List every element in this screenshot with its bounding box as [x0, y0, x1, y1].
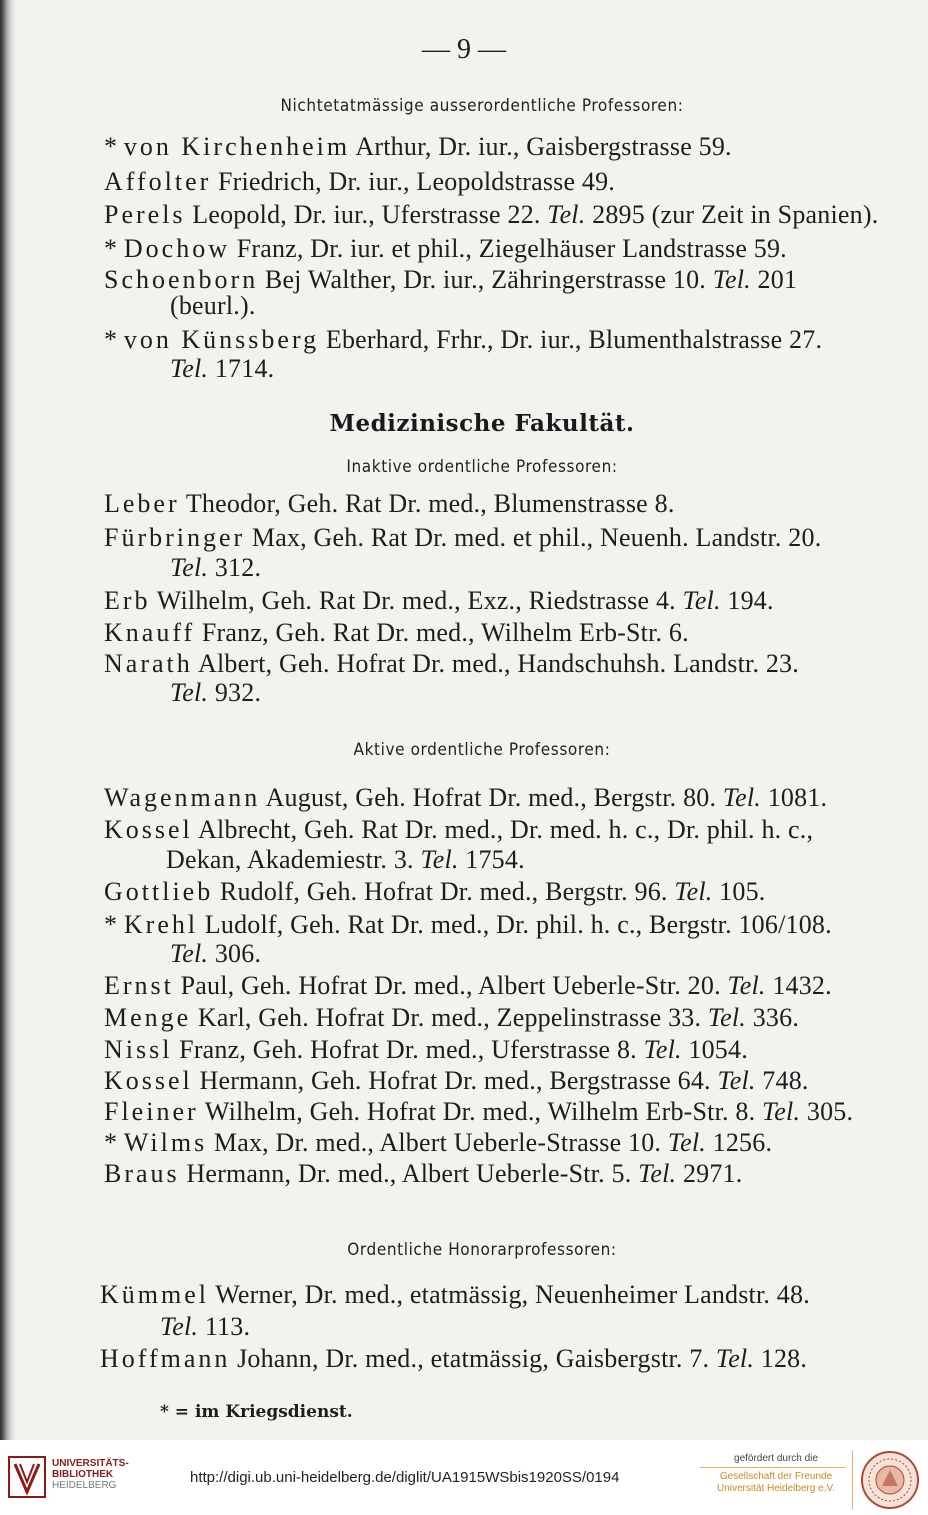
entry-continuation: Tel. 312.	[170, 553, 262, 582]
entry-continuation: Tel. 306.	[170, 939, 262, 968]
entry-line: Nissl Franz, Geh. Hofrat Dr. med., Uferstrasse 8. Tel. 1054.	[104, 1035, 748, 1064]
section-heading-inaktive: Inaktive ordentliche Professoren:	[346, 457, 618, 477]
entry-continuation: Tel. 113.	[160, 1312, 251, 1341]
page-binding-edge	[0, 0, 16, 1440]
entry-line: Wagenmann August, Geh. Hofrat Dr. med., Bergstr. 80. Tel. 1081.	[104, 783, 828, 812]
entry-line: Gottlieb Rudolf, Geh. Hofrat Dr. med., Bergstr. 96. Tel. 105.	[104, 877, 766, 906]
sponsor-label: gefördert durch die	[734, 1453, 818, 1464]
sponsor-divider	[700, 1467, 846, 1468]
entry-line: Hoffmann Johann, Dr. med., etatmässig, Gaisbergstr. 7. Tel. 128.	[100, 1344, 808, 1373]
page-number: — 9 —	[422, 34, 506, 65]
source-url-link[interactable]: http://digi.ub.uni-heidelberg.de/diglit/UA1915WSbis1920SS/0194	[190, 1469, 620, 1486]
entry-line: Leber Theodor, Geh. Rat Dr. med., Blumenstrasse 8.	[104, 489, 675, 518]
entry-line: Fleiner Wilhelm, Geh. Hofrat Dr. med., Wilhelm Erb-Str. 8. Tel. 305.	[104, 1097, 854, 1126]
entry-line: Perels Leopold, Dr. iur., Uferstrasse 22. Tel. 2895 (zur Zeit in Spanien).	[104, 200, 879, 229]
section-heading-honorar: Ordentliche Honorarprofessoren:	[347, 1240, 617, 1260]
entry-continuation: (beurl.).	[170, 291, 256, 320]
entry-line: Menge Karl, Geh. Hofrat Dr. med., Zeppelinstrasse 33. Tel. 336.	[104, 1003, 800, 1032]
entry-line: * Wilms Max, Dr. med., Albert Ueberle-Strasse 10. Tel. 1256.	[104, 1128, 773, 1157]
sponsor-vertical-divider	[852, 1450, 853, 1510]
entry-line: Braus Hermann, Dr. med., Albert Ueberle-Str. 5. Tel. 2971.	[104, 1159, 743, 1188]
entry-line: Erb Wilhelm, Geh. Rat Dr. med., Exz., Riedstrasse 4. Tel. 194.	[104, 586, 774, 615]
faculty-heading: Medizinische Fakultät.	[329, 410, 635, 437]
entry-line: * Krehl Ludolf, Geh. Rat Dr. med., Dr. phil. h. c., Bergstr. 106/108.	[104, 910, 832, 939]
entry-line: Kossel Albrecht, Geh. Rat Dr. med., Dr. med. h. c., Dr. phil. h. c.,	[104, 815, 814, 844]
section-heading-aktive: Aktive ordentliche Professoren:	[353, 740, 611, 760]
entry-line: Kossel Hermann, Geh. Hofrat Dr. med., Bergstrasse 64. Tel. 748.	[104, 1066, 809, 1095]
entry-line: Schoenborn Bej Walther, Dr. iur., Zähringerstrasse 10. Tel. 201	[104, 265, 798, 294]
entry-line: Affolter Friedrich, Dr. iur., Leopoldstrasse 49.	[104, 167, 615, 196]
library-name: UNIVERSITÄTS- BIBLIOTHEK HEIDELBERG	[52, 1458, 129, 1491]
entry-continuation: Tel. 1714.	[170, 354, 275, 383]
entry-line: * von Kirchenheim Arthur, Dr. iur., Gaisbergstrasse 59.	[104, 132, 732, 161]
sponsor-name: Gesellschaft der Freunde Universität Heidelberg e.V.	[716, 1471, 836, 1494]
entry-line: Kümmel Werner, Dr. med., etatmässig, Neuenheimer Landstr. 48.	[100, 1280, 810, 1309]
entry-line: * von Künssberg Eberhard, Frhr., Dr. iur., Blumenthalstrasse 27.	[104, 325, 823, 354]
library-logo-icon	[8, 1456, 48, 1500]
entry-continuation: Tel. 932.	[170, 678, 262, 707]
entry-continuation: Dekan, Akademiestr. 3. Tel. 1754.	[166, 845, 525, 874]
entry-line: Narath Albert, Geh. Hofrat Dr. med., Handschuhsh. Landstr. 23.	[104, 649, 799, 678]
entry-line: Fürbringer Max, Geh. Rat Dr. med. et phil., Neuenh. Landstr. 20.	[104, 523, 822, 552]
entry-line: * Dochow Franz, Dr. iur. et phil., Ziegelhäuser Landstrasse 59.	[104, 234, 787, 263]
section-heading-nichtetat: Nichtetatmässige ausserordentliche Professoren:	[280, 96, 684, 116]
footnote: * = im Kriegsdienst.	[160, 1402, 353, 1422]
entry-line: Ernst Paul, Geh. Hofrat Dr. med., Albert Ueberle-Str. 20. Tel. 1432.	[104, 971, 832, 1000]
university-seal-icon	[860, 1450, 920, 1510]
entry-line: Knauff Franz, Geh. Rat Dr. med., Wilhelm Erb-Str. 6.	[104, 618, 689, 647]
